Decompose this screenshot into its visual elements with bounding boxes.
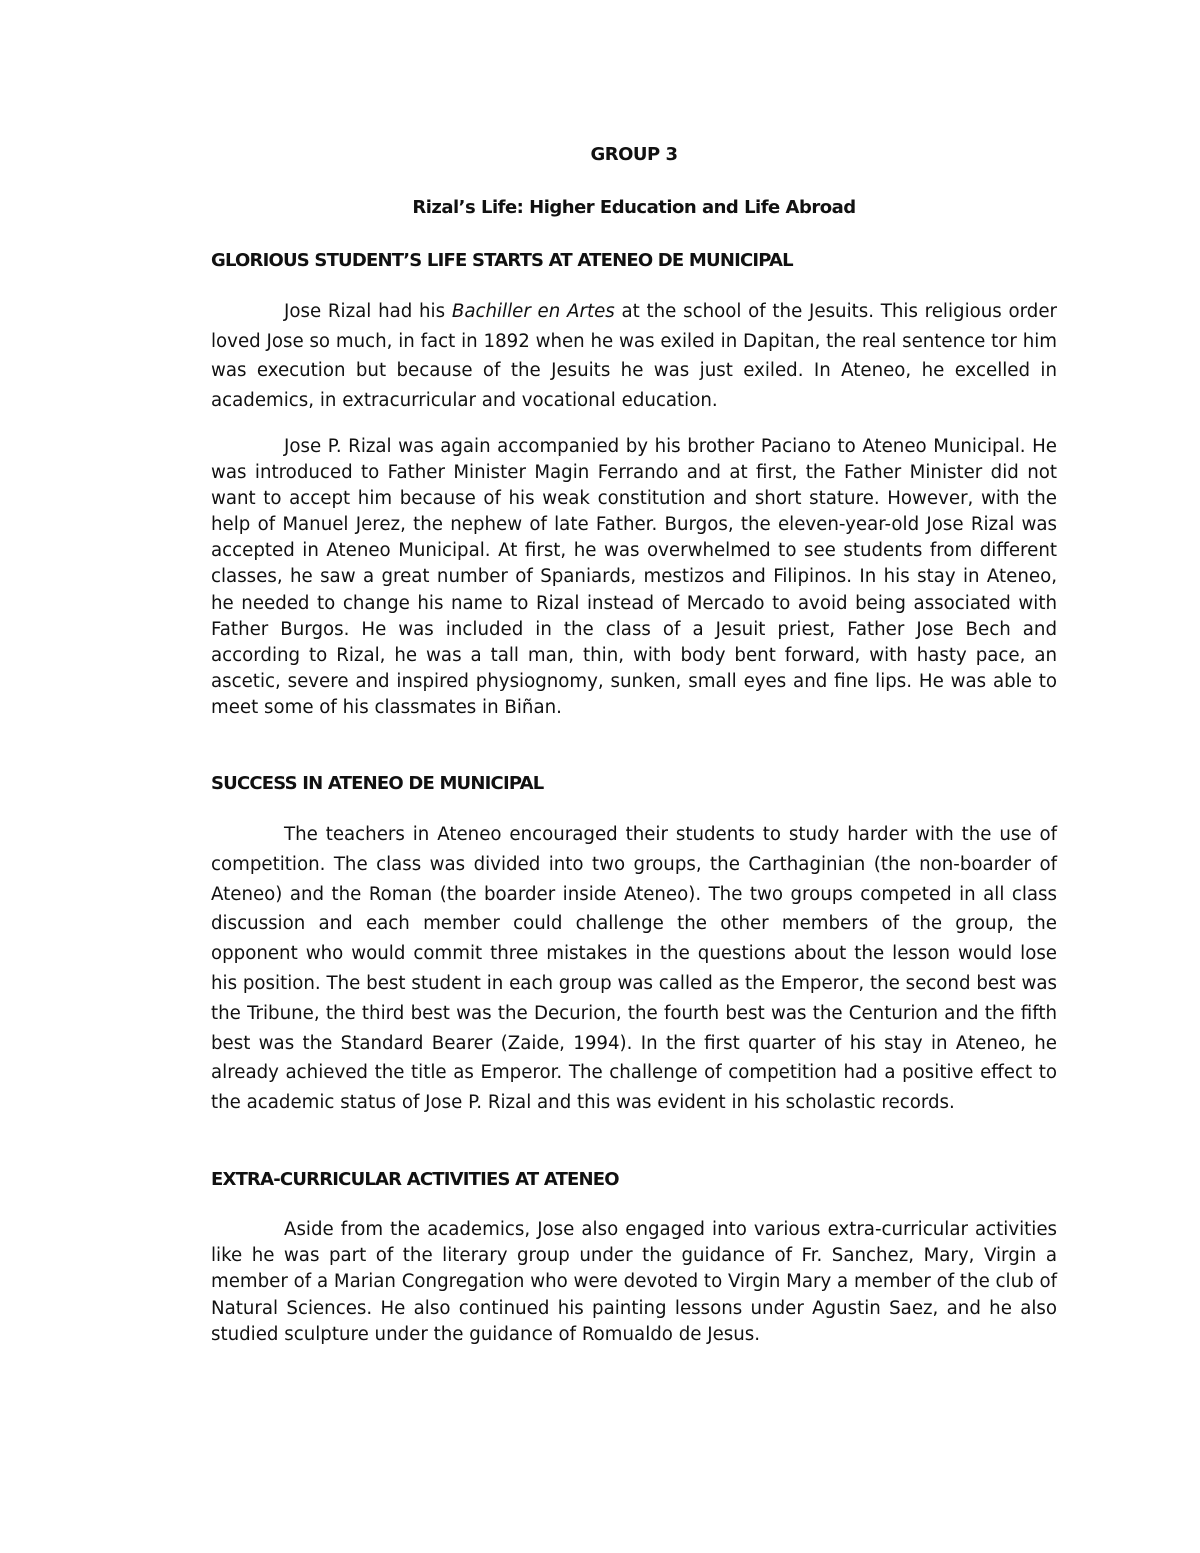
- italic-term: Bachiller en Artes: [451, 301, 615, 322]
- section-heading-glorious-life: GLORIOUS STUDENT’S LIFE STARTS AT ATENEO DE MUNICIPAL: [211, 250, 793, 271]
- paragraph-text-before: Jose Rizal had his: [284, 301, 452, 322]
- section-heading-extracurricular: EXTRA-CURRICULAR ACTIVITIES AT ATENEO: [211, 1169, 619, 1190]
- paragraph-extracurricular: Aside from the academics, Jose also engaged into various extra-curricular activities like he was part of the literary group under the guidance of Fr. Sanchez, Mary, Virgin a member of a Marian Congregation who were devoted to Virgin Mary a member of the club of Natural Sciences. He also continued his painting lessons under Agustin Saez, and he also studied sculpture under the guidance of Romualdo de Jesus.: [211, 1219, 1057, 1345]
- document-subtitle: Rizal’s Life: Higher Education and Life Abroad: [412, 197, 856, 218]
- paragraph-text-after: at the school of the Jesuits. This religious order loved Jose so much, in fact in 1892 when he was exiled in Dapitan, the real sentence tor him was execution but because of the Jesuits he was just exiled. In Ateneo, he excelled in academics, in extracurricular and vocational education.: [211, 301, 1057, 411]
- paragraph-competition: The teachers in Ateneo encouraged their students to study harder with the use of competition. The class was divided into two groups, the Carthaginian (the non-boarder of Ateneo) and the Roman (the boarder inside Ateneo). The two groups competed in all class discussion and each member could challenge the other members of the group, the opponent who would commit three mistakes in the questions about the lesson would lose his position. The best student in each group was called as the Emperor, the second best was the Tribune, the third best was the Decurion, the fourth best was the Centurion and the fifth best was the Standard Bearer (Zaide, 1994). In the first quarter of his stay in Ateneo, he already achieved the title as Emperor. The challenge of competition had a positive effect to the academic status of Jose P. Rizal and this was evident in his scholastic records.: [211, 824, 1057, 1114]
- paragraph-bachiller: [211, 297, 1057, 415]
- section-heading-success: SUCCESS IN ATENEO DE MUNICIPAL: [211, 773, 544, 794]
- group-title: GROUP 3: [590, 144, 678, 165]
- paragraph-accompanied: Jose P. Rizal was again accompanied by his brother Paciano to Ateneo Municipal. He was introduced to Father Minister Magin Ferrando and at first, the Father Minister did not want to accept him because of his weak constitution and short stature. However, with the help of Manuel Jerez, the nephew of late Father. Burgos, the eleven-year-old Jose Rizal was accepted in Ateneo Municipal. At first, he was overwhelmed to see students from different classes, he saw a great number of Spaniards, mestizos and Filipinos. In his stay in Ateneo, he needed to change his name to Rizal instead of Mercado to avoid being associated with Father Burgos. He was included in the class of a Jesuit priest, Father Jose Bech and according to Rizal, he was a tall man, thin, with body bent forward, with hasty pace, an ascetic, severe and inspired physiognomy, sunken, small eyes and fine lips. He was able to meet some of his classmates in Biñan.: [211, 436, 1057, 718]
